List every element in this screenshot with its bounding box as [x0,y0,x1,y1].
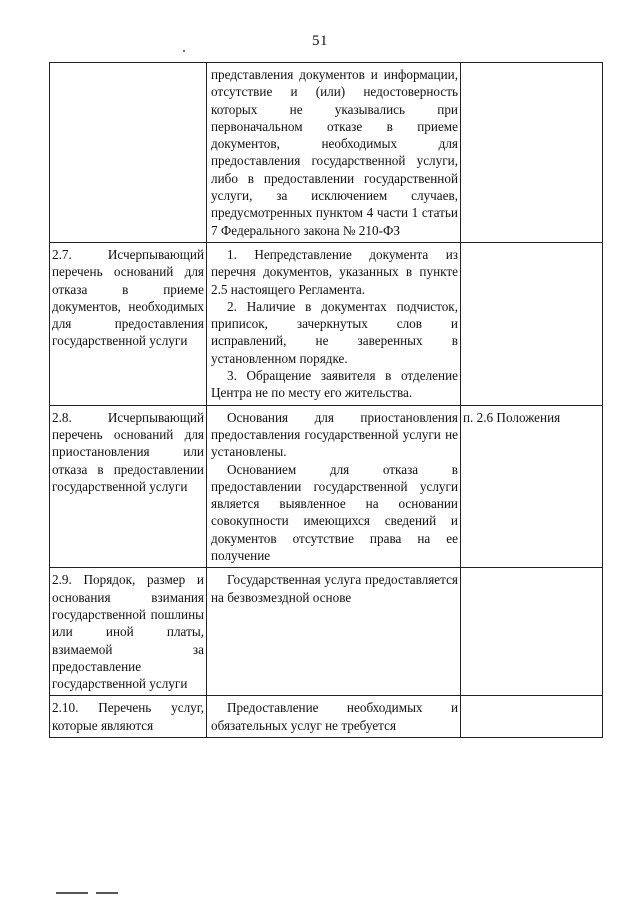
table-row [50,63,603,243]
table-row [50,568,603,696]
row-content-paragraph: 3. Обращение заявителя в отделение Центра не по месту его жительства. [211,368,458,401]
row-reference-cell [461,405,603,568]
row-label-cell [50,568,207,696]
row-content-paragraph: представления документов и информации, отсутствие и (или) недостоверность которых не указывались при первоначальном отказе в приеме документов, необходимых для предоставления государственной услуги, либо в предоставлении государственной услуги, за исключением случаев, предусмотренных пунктом 4 части 1 статьи 7 Федерального закона № 210-ФЗ [211,67,458,238]
row-content-paragraph: Государственная услуга предоставляется на безвозмездной основе [211,572,458,605]
row-reference: п. 2.6 Положения [463,409,561,425]
table-row [50,242,603,405]
row-label-cell [50,405,207,568]
row-content-paragraph: Основания для приостановления предоставления государственной услуги не установлены. [211,409,458,460]
row-label: 2.7. Исчерпывающий перечень оснований для отказа в приеме документов, необходимых для предоставления государственной услуги [52,246,204,349]
row-content-paragraph: 2. Наличие в документах подчисток, приписок, зачеркнутых слов и исправлений, не заверенных в установленном порядке. [211,298,458,366]
row-label: 2.8. Исчерпывающий перечень оснований для приостановления или отказа в предоставлении государственной услуги [52,409,204,494]
table-row [50,696,603,738]
row-label-cell [50,696,207,738]
row-content-cell [207,242,461,405]
row-reference-cell [461,63,603,243]
row-content-paragraph: 1. Непредставление документа из перечня документов, указанных в пункте 2.5 настоящего Регламента. [211,246,458,297]
table-row [50,405,603,568]
scan-mark [56,892,88,894]
row-content-cell [207,568,461,696]
page-number: 51 [312,33,328,49]
scan-speck [183,50,185,52]
scan-mark [96,892,118,894]
row-reference-cell [461,568,603,696]
row-content-cell [207,63,461,243]
row-reference-cell [461,696,603,738]
regulation-table [49,62,603,738]
row-label: 2.10. Перечень услуг, которые являются [52,700,204,733]
regulation-table-body [50,63,603,738]
row-label-cell [50,242,207,405]
row-content-cell [207,405,461,568]
row-content-paragraph: Предоставление необходимых и обязательных услуг не требуется [211,700,458,733]
row-reference-cell [461,242,603,405]
row-content-paragraph: Основанием для отказа в предоставлении государственной услуги является выявленное на основании совокупности имеющихся сведений и документов отсутствие права на ее получение [211,461,458,564]
row-content-cell [207,696,461,738]
row-label-cell [50,63,207,243]
row-label: 2.9. Порядок, размер и основания взимания государственной пошлины или иной платы, взимаемой за предоставление государственной услуги [52,572,204,692]
